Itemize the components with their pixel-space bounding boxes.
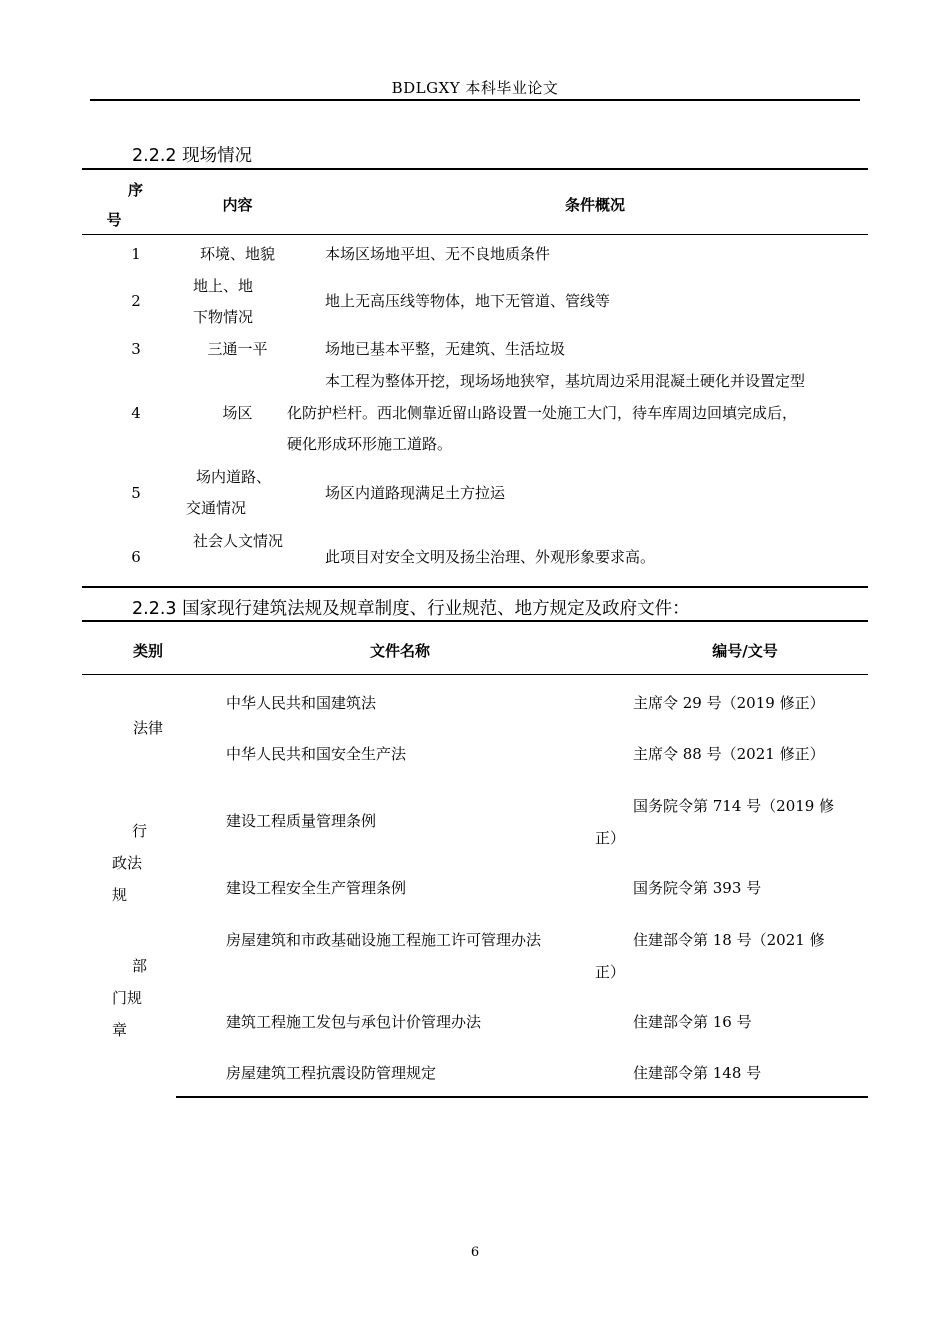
section-heading-site-conditions: 2.2.2 现场情况 [132,146,253,166]
row-detail: 场区内道路现满足土方拉运 [325,484,506,502]
row-number: 4 [131,404,141,422]
document-code: 国务院令第 714 号（2019 修正） [595,797,835,847]
document-name: 建设工程安全生产管理条例 [226,879,407,897]
row-content: 场内道路、交通情况 [186,468,272,517]
table-header-rule [82,234,868,235]
row-detail-line: 本工程为整体开挖，现场场地狭窄，基坑周边采用混凝土硬化并设置定型 [325,372,806,390]
page-header-title: BDLGXY 本科毕业论文 [391,79,559,97]
column-header-number-line1: 序 [128,181,144,199]
row-content: 环境、地貌 [199,245,275,263]
header-divider [90,99,860,101]
column-header-detail: 条件概况 [564,196,625,214]
column-header-number-line2: 号 [106,211,122,229]
row-content: 场区 [222,404,253,422]
row-detail: 本场区场地平坦、无不良地质条件 [325,245,551,263]
row-number: 6 [131,548,141,566]
document-code: 主席令 88 号（2021 修正） [633,745,825,763]
row-number: 5 [131,484,141,502]
row-content: 社会人文情况 [192,532,283,550]
column-header-document: 文件名称 [369,642,430,660]
row-number: 1 [131,245,141,263]
table-header-rule [82,674,868,675]
document-name: 中华人民共和国安全生产法 [226,745,407,763]
column-header-code: 编号/文号 [712,642,778,660]
document-name: 建设工程质量管理条例 [226,812,377,830]
table-bottom-rule [82,586,868,588]
document-name: 房屋建筑工程抗震设防管理规定 [226,1064,437,1082]
column-header-number [100,175,144,235]
row-content: 三通一平 [207,340,268,358]
row-detail: 地上无高压线等物体，地下无管道、管线等 [325,292,611,310]
row-number: 2 [131,292,141,310]
row-detail-line: 硬化形成环形施工道路。 [287,435,453,453]
document-code: 住建部令第 16 号 [633,1013,752,1031]
row-detail: 场地已基本平整，无建筑、生活垃圾 [325,340,566,358]
category-regulation: 行政法规 [112,822,148,904]
column-header-content: 内容 [222,196,253,214]
table-bottom-rule [176,1096,868,1098]
row-detail: 此项目对安全文明及扬尘治理、外观形象要求高。 [325,548,656,566]
section-heading-regulations: 2.2.3 国家现行建筑法规及规章制度、行业规范、地方规定及政府文件： [132,599,690,619]
document-code: 住建部令第 148 号 [633,1064,762,1082]
document-name: 中华人民共和国建筑法 [226,694,377,712]
document-name: 房屋建筑和市政基础设施工程施工许可管理办法 [226,931,542,949]
category-rule: 部门规章 [112,957,148,1039]
document-code: 主席令 29 号（2019 修正） [633,694,825,712]
document-name: 建筑工程施工发包与承包计价管理办法 [226,1013,482,1031]
document-code: 国务院令第 393 号 [633,879,762,897]
column-header-category: 类别 [132,642,163,660]
row-detail-line: 化防护栏杆。西北侧靠近留山路设置一处施工大门，待车库周边回填完成后， [287,404,798,422]
table-top-rule [82,168,868,170]
table-top-rule [82,620,868,622]
row-number: 3 [131,340,141,358]
row-content: 地上、地下物情况 [192,277,253,326]
category-law: 法律 [132,719,163,737]
page-number: 6 [470,1245,480,1260]
document-code: 住建部令第 18 号（2021 修正） [595,931,825,981]
